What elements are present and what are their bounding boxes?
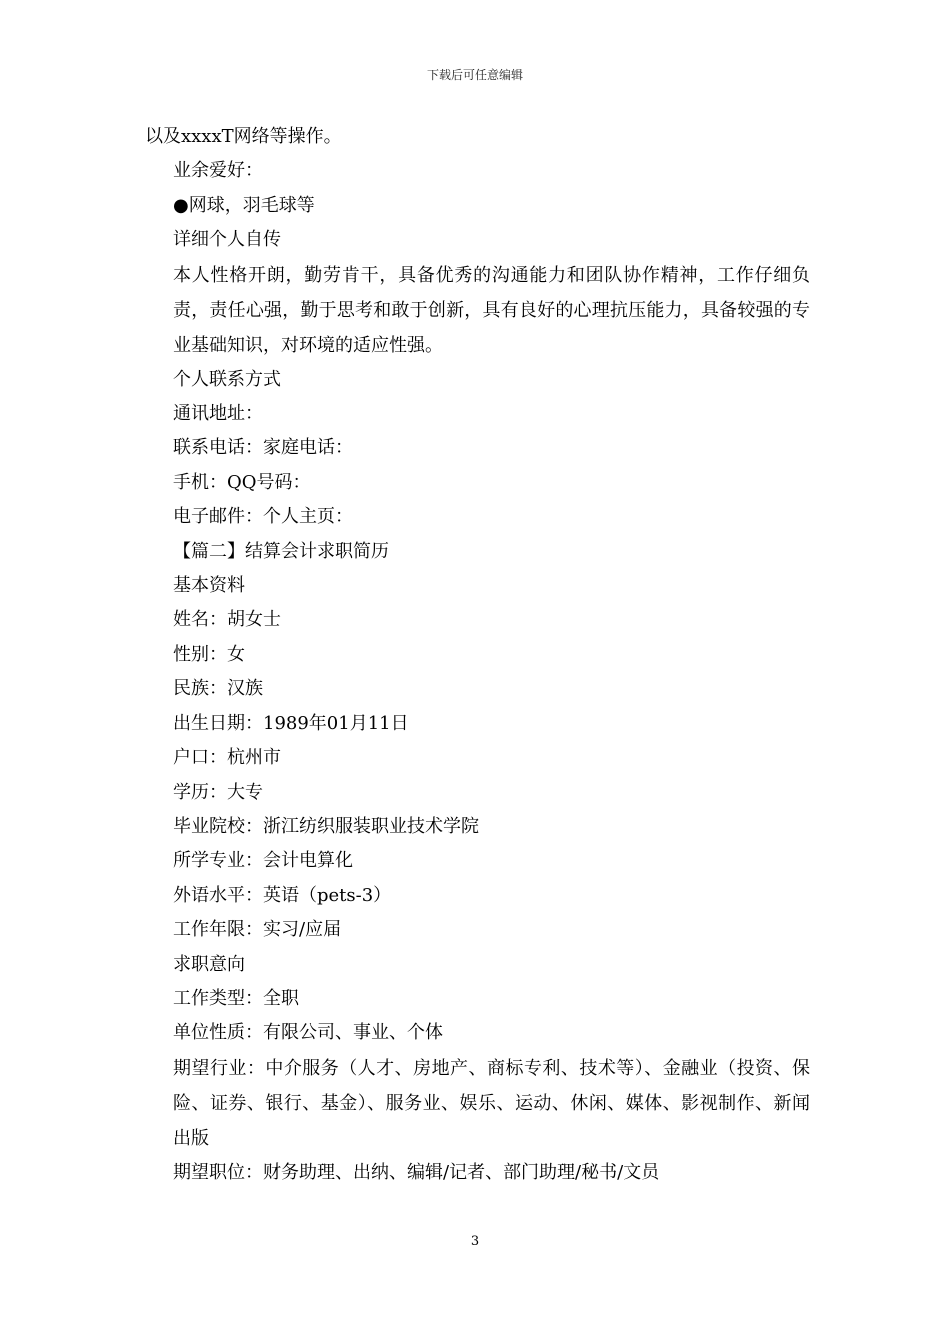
section-heading: 基本资料 <box>173 575 245 597</box>
text-line: 户口：杭州市 <box>173 747 281 769</box>
section-heading: 个人联系方式 <box>173 368 281 390</box>
text-line: 期望职位：财务助理、出纳、编辑/记者、部门助理/秘书/文员 <box>173 1161 660 1183</box>
page-header: 下载后可任意编辑 <box>426 68 523 82</box>
text-line: 所学专业：会计电算化 <box>173 850 353 872</box>
text-line: 以及xxxxT网络等操作。 <box>145 126 342 147</box>
text-line: 外语水平：英语（pets-3） <box>173 884 392 906</box>
text-line: 单位性质：有限公司、事业、个体 <box>173 1022 443 1044</box>
text-line: 性别：女 <box>173 643 245 665</box>
text-line: 工作类型：全职 <box>173 987 299 1009</box>
paragraph: 本人性格开朗，勤劳肯干，具备优秀的沟通能力和团队协作精神，工作仔细负责，责任心强，勤于思考和敢于创新，具有良好的心理抗压能力，具备较强的专业基础知识，对环境的适应性强。 <box>173 264 810 356</box>
text-line: 工作年限：实习/应届 <box>173 919 342 941</box>
text-line: 联系电话：家庭电话： <box>173 437 353 459</box>
text-line: ●网球，羽毛球等 <box>173 194 315 216</box>
document-body <box>145 120 810 1190</box>
text-line: 通讯地址： <box>173 403 263 425</box>
text-line: 电子邮件：个人主页： <box>173 506 353 528</box>
text-line: 学历：大专 <box>173 781 263 803</box>
paragraph: 期望行业：中介服务（人才、房地产、商标专利、技术等）、金融业（投资、保险、证券、银行、基金）、服务业、娱乐、运动、休闲、媒体、影视制作、新闻出版 <box>173 1057 810 1149</box>
page-number: 3 <box>470 1234 480 1249</box>
text-line: 姓名：胡女士 <box>173 609 281 631</box>
text-line: 出生日期：1989年01月11日 <box>173 712 409 734</box>
text-line: 民族：汉族 <box>173 678 263 700</box>
text-line: 毕业院校：浙江纺织服装职业技术学院 <box>173 815 479 837</box>
text-line: 手机：QQ号码： <box>173 471 311 493</box>
section-heading: 求职意向 <box>173 953 245 975</box>
text-line: 业余爱好： <box>173 160 263 182</box>
section-heading: 详细个人自传 <box>173 229 281 251</box>
section-heading: 【篇二】结算会计求职简历 <box>173 540 389 562</box>
